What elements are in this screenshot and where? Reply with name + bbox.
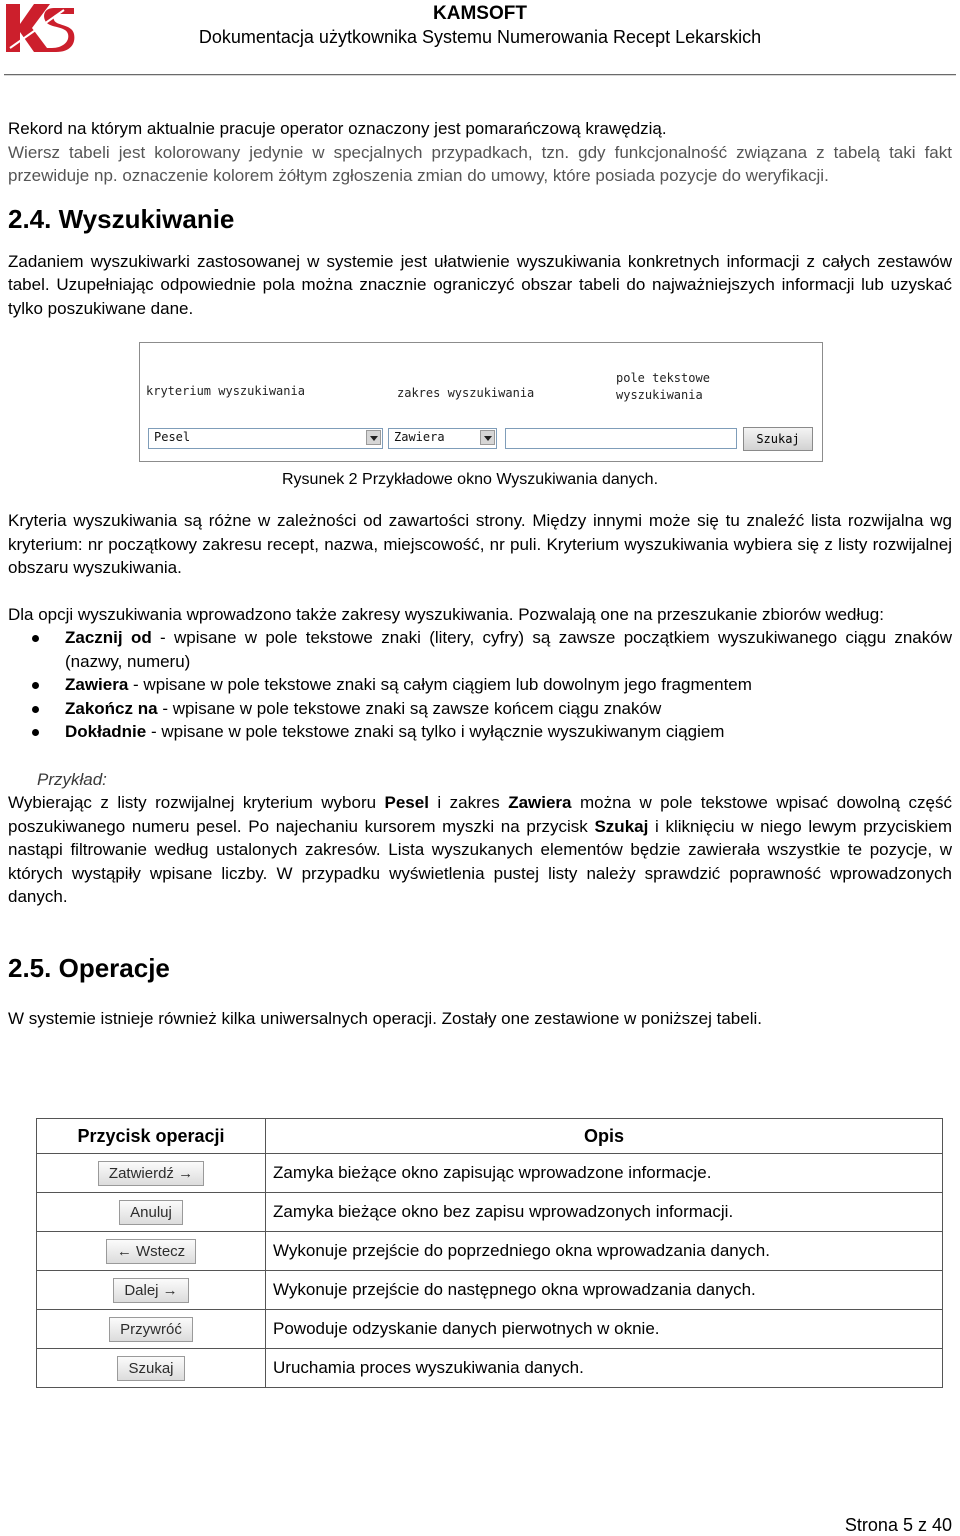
table-cell — [37, 1232, 266, 1271]
section-heading-operations: 2.5. Operacje — [8, 952, 170, 983]
table-row — [37, 1193, 943, 1232]
list-item — [8, 626, 952, 673]
table-cell: Zamyka bieżące okno zapisując wprowadzone informacje. — [266, 1154, 943, 1193]
table-cell: Zamyka bieżące okno bez zapisu wprowadzonych informacji. — [266, 1193, 943, 1232]
example-paragraph — [8, 791, 952, 909]
page-content — [8, 117, 952, 1030]
range-desc: - wpisane w pole tekstowe znaki (litery, cyfry) są zawsze początkiem wyszukiwanego ciągu znaków (nazwy, numeru) — [65, 628, 952, 671]
range-select-value: Zawiera — [394, 430, 445, 444]
table-row — [37, 1154, 943, 1193]
table-cell — [37, 1193, 266, 1232]
szukaj-button[interactable]: Szukaj — [117, 1356, 184, 1381]
operations-intro: W systemie istnieje również kilka uniwersalnych operacji. Zostały one zestawione w poniższej tabeli. — [8, 1008, 762, 1028]
example-bold: Pesel — [384, 793, 429, 812]
table-row — [37, 1232, 943, 1271]
column-header-button: Przycisk operacji — [37, 1119, 266, 1154]
range-term: Zakończ na — [65, 698, 158, 718]
dalej-button[interactable]: Dalej → — [113, 1278, 188, 1303]
example-bold: Zawiera — [508, 793, 572, 812]
list-item — [8, 673, 952, 697]
column-header-description: Opis — [266, 1119, 943, 1154]
intro-line-2: Wiersz tabeli jest kolorowany jedynie w specjalnych przypadkach, tzn. gdy funkcjonalność związana z tabelą taki fakt przewiduje np. oznaczenie kolorem żółtym zgłoszenia zmian do umowy, które posiada pozycje do weryfikacji. — [8, 142, 952, 185]
range-term: Dokładnie — [65, 722, 147, 741]
search-paragraph-3: Dla opcji wyszukiwania wprowadzono także zakresy wyszukiwania. Pozwalają one na przeszukanie zbiorów według: — [8, 604, 884, 624]
example-text: i zakres — [428, 793, 509, 812]
table-cell: Powoduje odzyskanie danych pierwotnych w oknie. — [266, 1310, 943, 1349]
criterion-select[interactable] — [148, 428, 383, 449]
figure-caption: Rysunek 2 Przykładowe okno Wyszukiwania danych. — [281, 471, 659, 488]
anuluj-button[interactable]: Anuluj — [119, 1200, 183, 1225]
example-text: można w pole tekstowe wpisać dowolną część poszukiwanego numeru pesel. Po najechaniu kursorem myszki na przycisk — [8, 793, 952, 836]
search-paragraph-2: Kryteria wyszukiwania są różne w zależności od zawartości strony. Między innymi może się tu znaleźć lista rozwijalna wg kryterium: nr początkowy zakresu recept, nazwa, miejscowość, nr puli. Kryterium wyszukiwania wybiera się z listy rozwijalnej obszaru wyszukiwania. — [8, 511, 952, 577]
company-name: KAMSOFT — [433, 3, 527, 24]
table-cell — [37, 1349, 266, 1388]
example-text: Wybierając z listy rozwijalnej kryterium wyboru — [8, 793, 385, 812]
wstecz-button[interactable]: ← Wstecz — [106, 1239, 196, 1264]
list-item — [8, 697, 952, 721]
table-cell — [37, 1154, 266, 1193]
search-figure — [139, 342, 823, 462]
table-row — [37, 1349, 943, 1388]
range-term: Zawiera — [65, 675, 129, 694]
range-desc: - wpisane w pole tekstowe znaki są zawsze końcem ciągu znaków — [157, 698, 662, 718]
label-criterion: kryterium wyszukiwania — [146, 384, 305, 398]
label-text-field-1: pole tekstowe — [616, 371, 710, 385]
label-range: zakres wyszukiwania — [397, 386, 535, 400]
chevron-down-icon[interactable] — [480, 430, 495, 445]
table-cell: Wykonuje przejście do następnego okna wprowadzania danych. — [266, 1271, 943, 1310]
chevron-down-icon[interactable] — [366, 430, 381, 445]
range-select[interactable] — [388, 428, 497, 449]
table-cell — [37, 1310, 266, 1349]
przywroc-button[interactable]: Przywróć — [109, 1317, 193, 1342]
search-paragraph-1: Zadaniem wyszukiwarki zastosowanej w systemie jest ułatwienie wyszukiwania konkretnych informacji z całych zestawów tabel. Uzupełniając odpowiednie pola można znacznie ograniczyć obszar tabeli do najważniejszych informacji lub uzyskać tylko poszukiwane dane. — [8, 251, 952, 318]
section-heading-search: 2.4. Wyszukiwanie — [8, 203, 235, 234]
example-bold: Szukaj — [594, 816, 649, 836]
search-text-input[interactable] — [505, 428, 737, 449]
table-header-row — [37, 1119, 943, 1154]
example-label: Przykład: — [37, 769, 107, 789]
page-header — [0, 0, 960, 78]
table-cell — [37, 1271, 266, 1310]
document-title: Dokumentacja użytkownika Systemu Numerowania Recept Lekarskich — [198, 27, 762, 47]
zatwierdz-button[interactable]: Zatwierdź → — [98, 1161, 204, 1186]
table-cell: Uruchamia proces wyszukiwania danych. — [266, 1349, 943, 1388]
example-text: i kliknięciu w niego lewym przyciskiem nastąpi filtrowanie według ustalonych zakresów. Lista wyszukanych elementów będzie zawierała wszystkie te pozycje, w których wystąpiły wpisane liczby. W przypadku wyświetlenia pustej listy należy sprawdzić poprawność wprowadzonych danych. — [8, 816, 952, 906]
range-list — [8, 626, 952, 744]
table-row — [37, 1271, 943, 1310]
page-number: Strona 5 z 40 — [844, 1515, 952, 1535]
operations-table — [36, 1118, 943, 1388]
list-item — [8, 720, 952, 744]
intro-line-1: Rekord na którym aktualnie pracuje operator oznaczony jest pomarańczową krawędzią. — [8, 119, 667, 138]
range-desc: - wpisane w pole tekstowe znaki są tylko i wyłącznie wyszukiwanym ciągiem — [146, 722, 725, 741]
criterion-select-value: Pesel — [154, 430, 191, 444]
header-divider — [4, 74, 956, 75]
range-term: Zacznij od — [65, 628, 152, 647]
table-row — [37, 1310, 943, 1349]
range-desc: - wpisane w pole tekstowe znaki są całym ciągiem lub dowolnym jego fragmentem — [128, 675, 752, 694]
table-cell: Wykonuje przejście do poprzedniego okna wprowadzania danych. — [266, 1232, 943, 1271]
szukaj-button[interactable]: Szukaj — [743, 427, 813, 451]
label-text-field-2: wyszukiwania — [616, 388, 703, 402]
